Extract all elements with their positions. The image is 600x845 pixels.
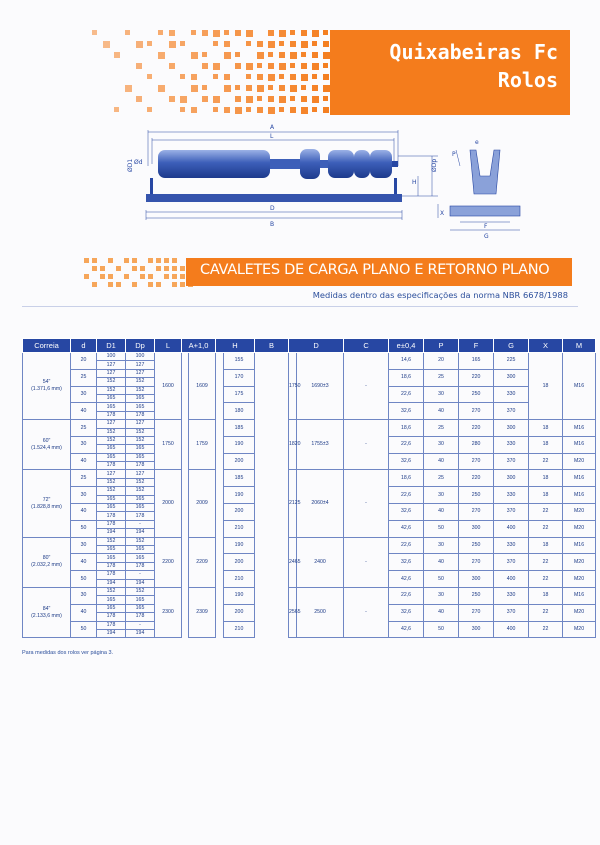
correia-cell [23,587,71,637]
e-cell: 18,6 [389,369,424,386]
e-cell: 32,6 [389,453,424,470]
g-cell: 300 [494,369,529,386]
header-cell: d [71,339,97,353]
d-cell: 20 [71,353,97,370]
dp-cell: 152 [126,587,155,595]
table-row [23,353,596,361]
a-cell: 2009 [189,470,216,537]
p-cell: 40 [424,604,459,621]
gap [255,353,289,420]
b-cell: 1750 [289,353,297,420]
dp-cell: 152 [126,487,155,495]
correia-cell [23,470,71,537]
l-cell: 2300 [155,587,182,637]
d-cell: 50 [71,571,97,588]
d1-cell: 178 [97,411,126,419]
gap [182,353,189,420]
d-cell: 25 [71,369,97,386]
d1-cell: 152 [97,386,126,394]
brand-title [330,38,558,94]
h-cell: 190 [224,537,255,554]
dp-cell: 100 [126,353,155,361]
label-G: G [484,233,489,240]
d1-cell: 165 [97,495,126,503]
e-cell: 42,6 [389,621,424,638]
a-cell: 1609 [189,353,216,420]
m-cell: M16 [563,470,596,487]
d-cell: 30 [71,587,97,604]
norm-subtitle: Medidas dentro das especificações da norma NBR 6678/1988 [312,290,568,300]
header-cell: M [563,339,596,353]
header-cell: A+1,0 [182,339,216,353]
gap [216,537,224,587]
f-cell: 270 [459,453,494,470]
dp-cell: 165 [126,453,155,461]
m-cell: M20 [563,604,596,621]
dp-cell: 165 [126,554,155,562]
header-cell: H [216,339,255,353]
f-cell: 300 [459,621,494,638]
e-cell: 14,6 [389,353,424,370]
g-cell: 330 [494,537,529,554]
label-A: A [270,124,275,131]
f-cell: 270 [459,403,494,420]
f-cell: 300 [459,571,494,588]
correia-mm: (2.032,2 mm) [31,562,62,569]
f-cell: 270 [459,554,494,571]
e-cell: 22,6 [389,537,424,554]
f-cell: 250 [459,587,494,604]
g-cell: 370 [494,403,529,420]
g-cell: 300 [494,420,529,437]
g-cell: 330 [494,587,529,604]
d1-cell: 100 [97,353,126,361]
d1-cell: 165 [97,403,126,411]
d-cell: 30 [71,436,97,453]
h-cell: 180 [224,403,255,420]
dp-cell: 178 [126,411,155,419]
f-cell: 270 [459,604,494,621]
d1-cell: 152 [97,378,126,386]
header-cell: F [459,339,494,353]
d1-cell: 194 [97,629,126,637]
gap [255,537,289,587]
g-cell: 370 [494,604,529,621]
footnote: Para medidas dos rolos ver página 3. [22,650,114,656]
h-cell: 200 [224,453,255,470]
d1-cell: 178 [97,562,126,570]
dp-cell: - [126,571,155,579]
x-cell: 18 [529,587,563,604]
d-dim-cell: 1690±3 [297,353,344,420]
p-cell: 40 [424,554,459,571]
d1-cell: 152 [97,478,126,486]
h-cell: 210 [224,520,255,537]
p-cell: 30 [424,487,459,504]
d1-cell: 165 [97,504,126,512]
h-cell: 210 [224,571,255,588]
a-cell: 2309 [189,587,216,637]
p-cell: 30 [424,386,459,403]
dp-cell: 178 [126,462,155,470]
c-cell: - [344,353,389,420]
m-cell: M16 [563,353,596,420]
d-cell: 30 [71,487,97,504]
dp-cell: 178 [126,512,155,520]
header-cell: C [344,339,389,353]
d-cell: 50 [71,621,97,638]
gap [255,470,289,537]
header-cell: P [424,339,459,353]
label-L: L [270,133,274,140]
x-cell: 22 [529,504,563,521]
b-cell: 2465 [289,537,297,587]
header-cell: Correia [23,339,71,353]
e-cell: 32,6 [389,504,424,521]
label-X: X [440,210,445,217]
table-row [23,470,596,478]
label-P: P [452,151,456,158]
l-cell: 2200 [155,537,182,587]
label-D1: ØD1 [127,158,134,172]
table-row [23,537,596,545]
f-cell: 250 [459,537,494,554]
d-dim-cell: 1755±3 [297,420,344,470]
e-cell: 32,6 [389,403,424,420]
d1-cell: 127 [97,361,126,369]
d-cell: 40 [71,403,97,420]
table-row [23,587,596,595]
b-cell: 2565 [289,587,297,637]
table-row [23,420,596,428]
d1-cell: 194 [97,579,126,587]
h-cell: 185 [224,420,255,437]
g-cell: 225 [494,353,529,370]
label-F: F [484,223,488,230]
e-cell: 18,6 [389,470,424,487]
correia-inch: 80" [42,555,51,562]
m-cell: M20 [563,453,596,470]
e-cell: 18,6 [389,420,424,437]
d-cell: 30 [71,386,97,403]
d1-cell: 127 [97,470,126,478]
dp-cell: 165 [126,604,155,612]
a-cell: 2209 [189,537,216,587]
d1-cell: 152 [97,487,126,495]
header-cell: G [494,339,529,353]
m-cell: M16 [563,436,596,453]
f-cell: 300 [459,520,494,537]
gap [216,470,224,537]
label-Dp: ØDp [431,158,438,172]
h-cell: 185 [224,470,255,487]
dp-cell: 165 [126,445,155,453]
g-cell: 370 [494,504,529,521]
m-cell: M16 [563,537,596,554]
d1-cell: 165 [97,604,126,612]
section-mosaic [84,258,196,290]
h-cell: 190 [224,487,255,504]
p-cell: 40 [424,504,459,521]
p-cell: 50 [424,520,459,537]
label-H: H [412,179,417,186]
e-cell: 22,6 [389,386,424,403]
dp-cell: 152 [126,428,155,436]
e-cell: 32,6 [389,604,424,621]
h-cell: 170 [224,369,255,386]
brand-line-2: Rolos [497,68,558,92]
h-cell: 200 [224,554,255,571]
correia-cell [23,420,71,470]
x-cell: 22 [529,571,563,588]
spec-table [22,338,596,638]
dp-cell: 178 [126,613,155,621]
c-cell: - [344,587,389,637]
h-cell: 155 [224,353,255,370]
c-cell: - [344,537,389,587]
header-cell: D1 [97,339,126,353]
g-cell: 370 [494,554,529,571]
x-cell: 22 [529,604,563,621]
e-cell: 42,6 [389,520,424,537]
f-cell: 250 [459,386,494,403]
l-cell: 1750 [155,420,182,470]
header-cell: X [529,339,563,353]
p-cell: 30 [424,537,459,554]
gap [182,470,189,537]
d-cell: 25 [71,420,97,437]
x-cell: 22 [529,554,563,571]
d1-cell: 127 [97,369,126,377]
dp-cell: 152 [126,478,155,486]
d-cell: 30 [71,537,97,554]
x-cell: 18 [529,436,563,453]
correia-mm: (1.828,8 mm) [31,503,62,510]
section-title: CAVALETES DE CARGA PLANO E RETORNO PLANO [200,262,550,278]
dp-cell: 165 [126,394,155,402]
m-cell: M20 [563,504,596,521]
g-cell: 330 [494,386,529,403]
dp-cell: 127 [126,361,155,369]
gap [182,420,189,470]
g-cell: 300 [494,470,529,487]
m-cell: M20 [563,520,596,537]
correia-mm: (1.524,4 mm) [31,444,62,451]
d-dim-cell: 2400 [297,537,344,587]
x-cell: 22 [529,453,563,470]
label-e: e [475,139,479,146]
h-cell: 200 [224,504,255,521]
d1-cell: 152 [97,436,126,444]
f-cell: 165 [459,353,494,370]
b-cell: 2125 [289,470,297,537]
g-cell: 370 [494,453,529,470]
e-cell: 22,6 [389,436,424,453]
label-D: D [270,205,275,212]
x-cell: 18 [529,470,563,487]
dp-cell: 152 [126,436,155,444]
dp-cell: 165 [126,596,155,604]
e-cell: 22,6 [389,487,424,504]
f-cell: 250 [459,487,494,504]
f-cell: 220 [459,369,494,386]
header-cell: B [255,339,289,353]
d1-cell: 152 [97,428,126,436]
header-cell: e±0,4 [389,339,424,353]
d1-cell: 165 [97,394,126,402]
dp-cell: 178 [126,562,155,570]
e-cell: 32,6 [389,554,424,571]
f-cell: 220 [459,470,494,487]
h-cell: 210 [224,621,255,638]
dp-cell: 194 [126,579,155,587]
x-cell: 18 [529,487,563,504]
d1-cell: 165 [97,545,126,553]
gap [255,587,289,637]
gap [216,420,224,470]
d-cell: 40 [71,554,97,571]
h-cell: 190 [224,436,255,453]
correia-cell [23,353,71,420]
c-cell: - [344,420,389,470]
x-cell: 18 [529,537,563,554]
g-cell: 400 [494,621,529,638]
m-cell: M20 [563,621,596,638]
d1-cell: 127 [97,420,126,428]
x-cell: 22 [529,621,563,638]
m-cell: M20 [563,554,596,571]
g-cell: 400 [494,520,529,537]
p-cell: 25 [424,420,459,437]
d-cell: 50 [71,520,97,537]
p-cell: 50 [424,621,459,638]
p-cell: 30 [424,587,459,604]
gap [255,420,289,470]
f-cell: 280 [459,436,494,453]
d-cell: 40 [71,453,97,470]
c-cell: - [344,470,389,537]
correia-mm: (2.133,6 mm) [31,612,62,619]
dp-cell: 127 [126,369,155,377]
correia-inch: 72" [42,496,51,503]
e-cell: 22,6 [389,587,424,604]
b-cell: 1820 [289,420,297,470]
d-cell: 25 [71,470,97,487]
correia-cell [23,537,71,587]
dp-cell: 152 [126,386,155,394]
m-cell: M16 [563,587,596,604]
d-dim-cell: 2060±4 [297,470,344,537]
brand-line-1: Quixabeiras Fc [389,40,558,64]
d1-cell: 165 [97,453,126,461]
l-cell: 1600 [155,353,182,420]
p-cell: 40 [424,453,459,470]
dp-cell: 194 [126,529,155,537]
f-cell: 220 [459,420,494,437]
d-cell: 40 [71,504,97,521]
dp-cell: - [126,621,155,629]
d1-cell: 178 [97,613,126,621]
divider [22,306,578,307]
d1-cell: 178 [97,520,126,528]
gap [182,587,189,637]
header-mosaic [92,30,352,115]
d1-cell: 178 [97,571,126,579]
m-cell: M20 [563,571,596,588]
f-cell: 270 [459,504,494,521]
dp-cell: 165 [126,504,155,512]
h-cell: 175 [224,386,255,403]
d-dim-cell: 2500 [297,587,344,637]
dp-cell: 127 [126,420,155,428]
l-cell: 2000 [155,470,182,537]
x-cell: 18 [529,420,563,437]
m-cell: M16 [563,487,596,504]
a-cell: 1759 [189,420,216,470]
technical-drawing [120,118,520,253]
header-cell: L [155,339,182,353]
dp-cell: 127 [126,470,155,478]
m-cell: M16 [563,420,596,437]
h-cell: 190 [224,587,255,604]
p-cell: 30 [424,436,459,453]
d1-cell: 194 [97,529,126,537]
dp-cell: 152 [126,537,155,545]
correia-mm: (1.371,6 mm) [31,386,62,393]
correia-inch: 84" [42,605,51,612]
d-cell: 40 [71,604,97,621]
dp-cell: 152 [126,378,155,386]
d1-cell: 178 [97,621,126,629]
x-cell: 22 [529,520,563,537]
h-cell: 200 [224,604,255,621]
d1-cell: 152 [97,537,126,545]
gap [216,353,224,420]
correia-inch: 60" [42,437,51,444]
dp-cell: 165 [126,403,155,411]
correia-inch: 54" [42,379,51,386]
p-cell: 50 [424,571,459,588]
dp-cell: 165 [126,545,155,553]
e-cell: 42,6 [389,571,424,588]
d1-cell: 165 [97,445,126,453]
d1-cell: 165 [97,554,126,562]
g-cell: 330 [494,487,529,504]
gap [216,587,224,637]
gap [182,537,189,587]
dp-cell: 165 [126,495,155,503]
p-cell: 25 [424,369,459,386]
header-cell: D [289,339,344,353]
d1-cell: 178 [97,462,126,470]
label-B: B [270,221,275,228]
p-cell: 40 [424,403,459,420]
d1-cell: 152 [97,587,126,595]
label-d: Ød [134,159,143,166]
d1-cell: 178 [97,512,126,520]
dp-cell: - [126,520,155,528]
dp-cell: 194 [126,629,155,637]
d1-cell: 165 [97,596,126,604]
x-cell: 18 [529,353,563,420]
g-cell: 330 [494,436,529,453]
p-cell: 20 [424,353,459,370]
p-cell: 25 [424,470,459,487]
header-cell: Dp [126,339,155,353]
g-cell: 400 [494,571,529,588]
